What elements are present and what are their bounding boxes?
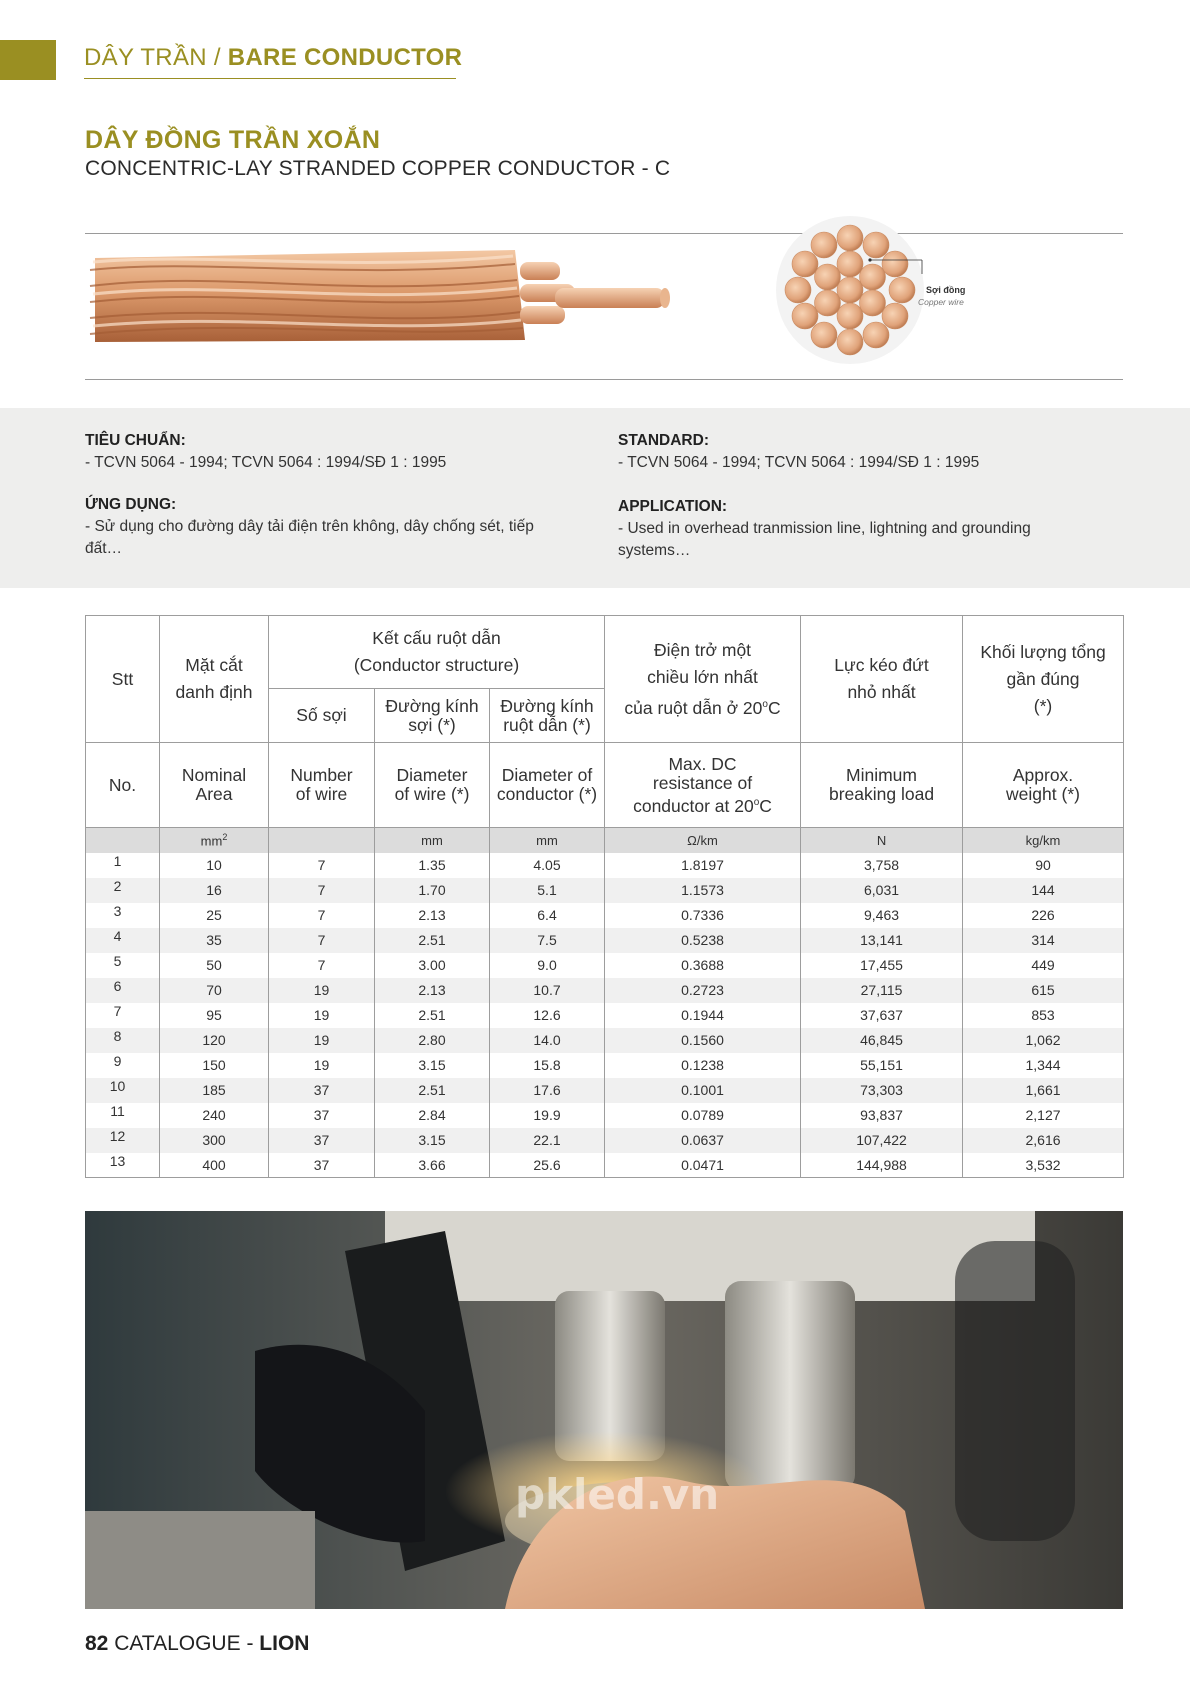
product-title-en: CONCENTRIC-LAY STRANDED COPPER CONDUCTOR - C [85,157,671,180]
table-row [86,853,1124,878]
header-row-en [86,743,1124,828]
cell-wire-dia: 2.51 [375,1078,490,1103]
cell-wire-dia: 2.84 [375,1103,490,1128]
cell-load: 13,141 [801,928,963,953]
header-weight-vi: Khối lượng tổng gần đúng (*) [963,616,1124,743]
unit-blank [269,828,375,853]
cell-resistance: 0.1238 [605,1053,801,1078]
standard-text-en: - TCVN 5064 - 1994; TCVN 5064 : 1994/SĐ 1 : 1995 [618,454,980,471]
unit-load: N [801,828,963,853]
microscope-photo [85,1211,1123,1609]
cell-no: 1 [86,853,160,878]
cell-weight: 2,127 [963,1103,1124,1128]
cell-wire-dia: 1.70 [375,878,490,903]
footer-brand: LION [259,1632,310,1655]
cell-no: 9 [86,1053,160,1078]
cell-no: 10 [86,1078,160,1103]
header-wires-en: Number of wire [269,743,375,828]
cell-no: 6 [86,978,160,1003]
cell-area: 300 [160,1128,269,1153]
cell-load: 37,637 [801,1003,963,1028]
cell-area: 16 [160,878,269,903]
copper-wire-label-vi: Sợi đồng [926,285,966,295]
cell-wire-dia: 2.80 [375,1028,490,1053]
table-row [86,1078,1124,1103]
cell-cond-dia: 25.6 [490,1153,605,1178]
cell-no: 3 [86,903,160,928]
cell-area: 10 [160,853,269,878]
cell-wire-dia: 3.00 [375,953,490,978]
cell-load: 55,151 [801,1053,963,1078]
cell-resistance: 0.3688 [605,953,801,978]
watermark-text: pkled.vn [515,1470,720,1519]
cell-cond-dia: 7.5 [490,928,605,953]
cell-wires: 37 [269,1128,375,1153]
unit-resistance: Ω/km [605,828,801,853]
table-row [86,1128,1124,1153]
cell-area: 400 [160,1153,269,1178]
cell-weight: 144 [963,878,1124,903]
table-row [86,1003,1124,1028]
cell-cond-dia: 19.9 [490,1103,605,1128]
header-structure: Kết cấu ruột dẫn (Conductor structure) [269,616,605,689]
cell-load: 27,115 [801,978,963,1003]
divider-bottom [85,379,1123,380]
unit-blank [86,828,160,853]
cell-cond-dia: 4.05 [490,853,605,878]
cell-wire-dia: 2.51 [375,1003,490,1028]
cell-wires: 19 [269,1028,375,1053]
cell-load: 6,031 [801,878,963,903]
header-area-vi: Mặt cắt danh định [160,616,269,743]
header-area-en: Nominal Area [160,743,269,828]
cell-resistance: 0.0471 [605,1153,801,1178]
cell-area: 50 [160,953,269,978]
cell-cond-dia: 14.0 [490,1028,605,1053]
cell-area: 120 [160,1028,269,1053]
cell-weight: 90 [963,853,1124,878]
unit-weight: kg/km [963,828,1124,853]
cell-cond-dia: 10.7 [490,978,605,1003]
cell-wires: 37 [269,1078,375,1103]
header-load-vi: Lực kéo đứt nhỏ nhất [801,616,963,743]
standard-heading-vi: TIÊU CHUẨN: [85,432,186,449]
cell-area: 25 [160,903,269,928]
cell-wires: 7 [269,853,375,878]
application-heading-vi: ỨNG DỤNG: [85,496,177,513]
header-wires-vi: Số sợi [269,689,375,743]
cell-resistance: 0.0789 [605,1103,801,1128]
cell-wires: 19 [269,978,375,1003]
cell-no: 8 [86,1028,160,1053]
header-stt: Stt [86,616,160,743]
cell-wires: 19 [269,1053,375,1078]
application-heading-en: APPLICATION: [618,498,728,515]
section-underline [84,78,456,79]
application-text-vi: - Sử dụng cho đường dây tải điện trên không, dây chống sét, tiếp đất… [85,518,534,557]
header-row-vi-top [86,616,1124,689]
cell-wire-dia: 2.13 [375,978,490,1003]
cell-resistance: 0.1944 [605,1003,801,1028]
unit-area: $mm^2$ [160,828,269,853]
section-title-en: BARE CONDUCTOR [227,44,463,71]
table-row [86,928,1124,953]
spec-table-body [86,853,1124,1178]
cell-area: 185 [160,1078,269,1103]
cell-load: 3,758 [801,853,963,878]
cell-weight: 3,532 [963,1153,1124,1178]
table-row [86,1028,1124,1053]
header-wire-dia-en: Diameter of wire (*) [375,743,490,828]
cell-no: 5 [86,953,160,978]
cell-weight: 449 [963,953,1124,978]
header-resistance-en: Max. DC resistance of conductor at 20$^o$C [605,743,801,828]
standards-info-box [0,408,1190,588]
cell-cond-dia: 6.4 [490,903,605,928]
section-title-vi: DÂY TRẦN [84,44,207,71]
cell-wires: 7 [269,903,375,928]
cell-weight: 226 [963,903,1124,928]
header-resistance-vi: Điện trở một chiều lớn nhất của ruột dẫn ở 20$^o$C [605,616,801,743]
cell-no: 13 [86,1153,160,1178]
cell-weight: 1,062 [963,1028,1124,1053]
cell-wire-dia: 2.51 [375,928,490,953]
cell-weight: 615 [963,978,1124,1003]
table-row [86,1103,1124,1128]
cell-load: 93,837 [801,1103,963,1128]
cell-resistance: 0.1560 [605,1028,801,1053]
cell-resistance: 0.7336 [605,903,801,928]
cell-weight: 2,616 [963,1128,1124,1153]
cell-wires: 19 [269,1003,375,1028]
copper-wire-label-en: Copper wire [918,297,964,307]
section-title-separator: / [206,44,228,71]
spec-table [85,615,1124,1178]
section-title [84,44,462,72]
cell-resistance: 0.0637 [605,1128,801,1153]
header-wire-dia-vi: Đường kính sợi (*) [375,689,490,743]
cell-weight: 314 [963,928,1124,953]
cell-wire-dia: 3.66 [375,1153,490,1178]
cell-wire-dia: 1.35 [375,853,490,878]
cell-wires: 37 [269,1103,375,1128]
cell-load: 17,455 [801,953,963,978]
cell-cond-dia: 12.6 [490,1003,605,1028]
cell-area: 70 [160,978,269,1003]
cell-wires: 7 [269,928,375,953]
header-cond-dia-vi: Đường kính ruột dẫn (*) [490,689,605,743]
cell-load: 73,303 [801,1078,963,1103]
cell-wire-dia: 2.13 [375,903,490,928]
cell-weight: 853 [963,1003,1124,1028]
table-row [86,903,1124,928]
cell-resistance: 0.5238 [605,928,801,953]
table-row [86,878,1124,903]
cell-no: 7 [86,1003,160,1028]
info-column-en [618,430,1118,562]
cell-area: 35 [160,928,269,953]
header-load-en: Minimum breaking load [801,743,963,828]
cell-load: 9,463 [801,903,963,928]
stranded-cable-image [85,240,685,360]
cell-area: 240 [160,1103,269,1128]
cross-section-image [770,210,1000,370]
cell-cond-dia: 9.0 [490,953,605,978]
table-row [86,1053,1124,1078]
cell-wires: 7 [269,953,375,978]
cell-no: 2 [86,878,160,903]
cell-wires: 7 [269,878,375,903]
cell-no: 4 [86,928,160,953]
cell-load: 46,845 [801,1028,963,1053]
header-no: No. [86,743,160,828]
cell-wire-dia: 3.15 [375,1053,490,1078]
cell-cond-dia: 5.1 [490,878,605,903]
cell-cond-dia: 15.8 [490,1053,605,1078]
cell-area: 95 [160,1003,269,1028]
cell-wires: 37 [269,1153,375,1178]
cell-load: 144,988 [801,1153,963,1178]
cell-cond-dia: 17.6 [490,1078,605,1103]
cell-resistance: 0.1001 [605,1078,801,1103]
header-weight-en: Approx. weight (*) [963,743,1124,828]
info-column-vi [85,430,585,560]
footer-catalogue: CATALOGUE - [108,1632,260,1655]
units-row [86,828,1124,853]
cell-cond-dia: 22.1 [490,1128,605,1153]
application-text-en: - Used in overhead tranmission line, lightning and grounding systems… [618,520,1031,559]
cell-no: 12 [86,1128,160,1153]
cell-wire-dia: 3.15 [375,1128,490,1153]
standard-heading-en: STANDARD: [618,432,709,449]
cell-weight: 1,344 [963,1053,1124,1078]
standard-text-vi: - TCVN 5064 - 1994; TCVN 5064 : 1994/SĐ 1 : 1995 [85,454,447,471]
header-cond-dia-en: Diameter of conductor (*) [490,743,605,828]
table-row [86,1153,1124,1178]
cell-resistance: 0.2723 [605,978,801,1003]
table-row [86,978,1124,1003]
product-title-vi: DÂY ĐỒNG TRẦN XOẮN [85,126,381,154]
table-row [86,953,1124,978]
cell-resistance: 1.8197 [605,853,801,878]
cell-load: 107,422 [801,1128,963,1153]
cell-area: 150 [160,1053,269,1078]
page-number: 82 [85,1632,109,1655]
page-footer [85,1632,309,1656]
cell-weight: 1,661 [963,1078,1124,1103]
unit-cond-dia: mm [490,828,605,853]
unit-wire-dia: mm [375,828,490,853]
header-accent-bar [0,40,56,80]
cell-resistance: 1.1573 [605,878,801,903]
cell-no: 11 [86,1103,160,1128]
